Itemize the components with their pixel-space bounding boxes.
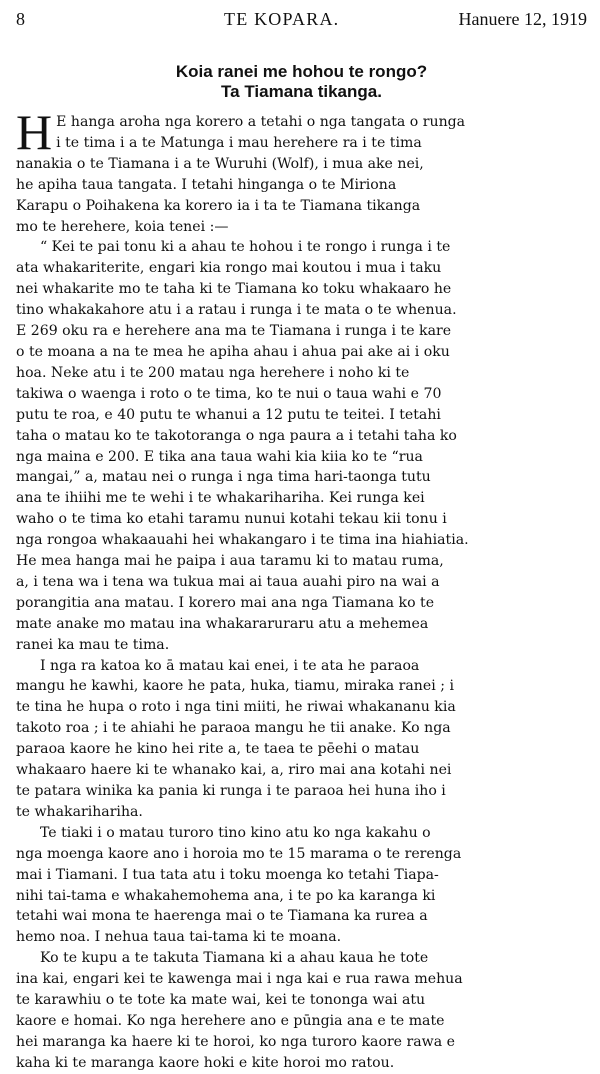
body-line: i te tima i a te Matunga i mau herehere ra i te tima <box>56 134 422 151</box>
body-line: tetahi wai mona te haerenga mai o te Tiamana ka rurea a <box>16 908 428 925</box>
body-line: kaore e homai. Ko nga herehere ano e pūngia ana e te mate <box>16 1012 445 1029</box>
body-line: nga maina e 200. E tika ana taua wahi kia kiia ko te “rua <box>16 448 423 465</box>
body-line: te karawhiu o te tote ka mate wai, kei te tononga wai atu <box>16 992 426 1009</box>
body-line: He mea hanga mai he paipa i aua taramu ki to matau ruma, <box>16 553 444 570</box>
body-line: mai i Tiamani. I tua tata atu i toku moenga ko tetahi Tiapa- <box>16 866 439 883</box>
body-line: ranei ka mau te tima. <box>16 636 170 653</box>
issue-date: Hanuere 12, 1919 <box>458 9 587 29</box>
body-line: a, i tena wa i tena wa tukua mai ai taua auahi piro na wai a <box>16 573 440 590</box>
body-line: nga rongoa whakaauahi hei whakangaro i te tima ina hiahiatia. <box>16 532 469 549</box>
body-line: nei whakarite mo te taha ki te Tiamana ko toku whakaaro he <box>16 281 452 298</box>
body-line: whakaaro haere ki te whanako kai, a, riro mai ana kotahi nei <box>16 762 452 779</box>
body-line: porangitia ana matau. I korero mai ana nga Tiamana ko te <box>16 594 435 611</box>
body-line: nihi tai-tama e whakahemohema ana, i te po ka karanga ki <box>16 887 436 904</box>
body-line: ana te ihiihi me te wehi i te whakarihariha. Kei runga kei <box>16 490 425 507</box>
body-line: waho o te tima ko etahi taramu nunui kotahi tekau kii tonu i <box>16 511 447 528</box>
body-line: mangu he kawhi, kaore he pata, huka, tiamu, miraka ranei ; i <box>16 678 454 695</box>
drop-cap: H <box>16 104 53 160</box>
body-line: hoa. Neke atu i te 200 matau nga herehere i noho ki te <box>16 364 410 381</box>
body-line: paraoa kaore he kino hei rite a, te taea te pēehi o matau <box>16 741 420 758</box>
running-head <box>16 8 587 32</box>
body-line: ata whakariterite, engari kia rongo mai koutou i mua i taku <box>16 260 442 277</box>
article-body <box>16 104 587 1074</box>
body-line: putu te roa, e 40 putu te whanui a 12 putu te teitei. I tetahi <box>16 406 441 423</box>
body-line: mangai,” a, matau nei o runga i nga tima hari-taonga tutu <box>16 469 431 486</box>
body-line: te whakarihariha. <box>16 803 143 820</box>
body-line: he apiha taua tangata. I tetahi hinganga o te Miriona <box>16 176 397 193</box>
body-line: te patara winika ka pania ki runga i te paraoa hei huna iho i <box>16 783 446 799</box>
body-line: nga moenga kaore ano i horoia mo te 15 marama o te rerenga <box>16 845 462 862</box>
body-line: o te moana a na te mea he apiha ahau i ahua pai ake ai i oku <box>16 343 450 360</box>
body-line: hemo noa. I nehua taua tai-tama ki te moana. <box>16 929 342 946</box>
body-line: te tina he hupa o roto i nga tini miiti, he riwai whakananu kia <box>16 699 456 716</box>
newspaper-page <box>16 8 587 1074</box>
body-line: Karapu o Poihakena ka korero ia i ta te Tiamana tikanga <box>16 197 421 214</box>
page-number: 8 <box>16 9 25 29</box>
body-line: I nga ra katoa ko ā matau kai enei, i te ata he paraoa <box>40 657 420 674</box>
body-line: mate anake mo matau ina whakararuraru atu a mehemea <box>16 615 429 632</box>
masthead: TE KOPARA. <box>224 9 340 29</box>
article-title-line-2: Ta Tiamana tikanga. <box>221 82 382 101</box>
body-line: kaha ki te maranga kaore hoki e kite horoi mo ratou. <box>16 1054 395 1071</box>
body-line: takiwa o waenga i roto o te tima, ko te nui o taua wahi e 70 <box>16 385 442 402</box>
body-line: E hanga aroha nga korero a tetahi o nga tangata o runga <box>56 114 466 130</box>
article-title <box>16 62 587 102</box>
body-line: tino whakakahore atu i a ratau i runga i te mata o te whenua. <box>16 302 457 319</box>
article-title-line-1: Koia ranei me hohou te rongo? <box>175 62 428 81</box>
body-line: “ Kei te pai tonu ki a ahau te hohou i te rongo i runga i te <box>40 239 451 256</box>
body-line: takoto roa ; i te ahiahi he paraoa mangu he tii anake. Ko nga <box>16 720 451 737</box>
body-line: Te tiaki i o matau turoro tino kino atu ko nga kakahu o <box>40 824 431 841</box>
body-line: E 269 oku ra e herehere ana ma te Tiamana i runga i te kare <box>16 323 452 340</box>
body-line: nanakia o te Tiamana i a te Wuruhi (Wolf), i mua ake nei, <box>16 155 424 172</box>
body-line: mo te herehere, koia tenei :— <box>16 218 229 235</box>
body-line: taha o matau ko te takotoranga o nga paura a i tetahi taha ko <box>16 427 457 444</box>
body-line: Ko te kupu a te takuta Tiamana ki a ahau kaua he tote <box>40 950 429 967</box>
body-line: hei maranga ka haere ki te horoi, ko nga turoro kaore rawa e <box>16 1033 455 1050</box>
body-line: ina kai, engari kei te kawenga mai i nga kai e rua rawa mehua <box>16 971 463 988</box>
